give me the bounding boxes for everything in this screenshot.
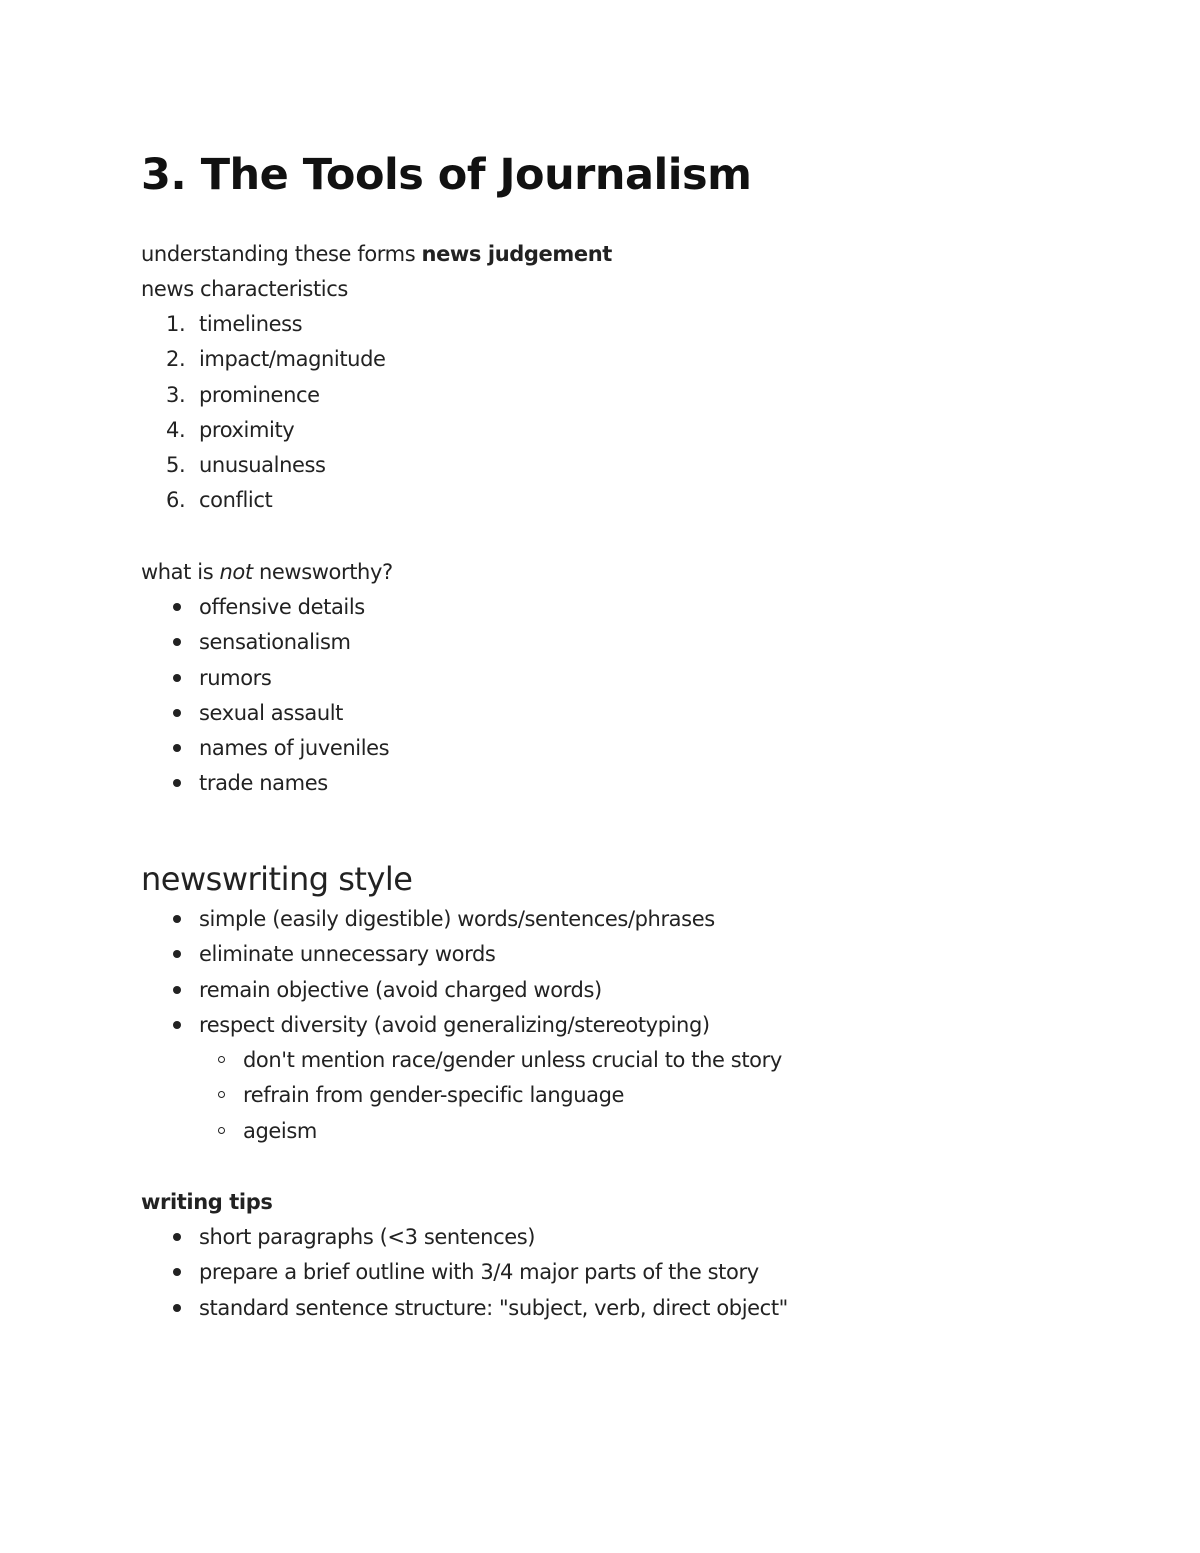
section-heading-style: newswriting style	[141, 860, 413, 898]
list-item-text: prepare a brief outline with 3/4 major parts of the story	[199, 1260, 759, 1285]
bullet-icon	[173, 638, 181, 646]
hollow-bullet-icon	[218, 1091, 225, 1098]
list-item-text: prominence	[199, 382, 320, 407]
bullet-icon	[173, 1233, 181, 1241]
bullet-icon	[173, 674, 181, 682]
hollow-bullet-icon	[218, 1056, 225, 1063]
list-number: 6.	[166, 488, 186, 513]
bullet-icon	[173, 603, 181, 611]
list-item-text: names of juveniles	[199, 736, 390, 761]
list-item-text: unusualness	[199, 453, 326, 478]
intro-line	[141, 240, 612, 268]
list-item-text: sexual assault	[199, 700, 344, 725]
list-item-text: timeliness	[199, 312, 303, 336]
list-item-text: offensive details	[199, 595, 365, 619]
list-item-text: sensationalism	[199, 630, 351, 655]
bullet-icon	[173, 709, 181, 717]
sub-list-item-text: refrain from gender-specific language	[243, 1083, 625, 1108]
list-number: 5.	[166, 453, 186, 478]
bullet-icon	[173, 950, 181, 958]
bullet-icon	[173, 1268, 181, 1276]
list-item-text: rumors	[199, 665, 272, 690]
list-number: 3.	[166, 382, 186, 407]
label-text: newsworthy?	[252, 560, 393, 584]
list-item-text: simple (easily digestible) words/sentences/phrases	[199, 907, 715, 931]
list-item-text: eliminate unnecessary words	[199, 942, 496, 967]
bullet-icon	[173, 915, 181, 923]
list-item-text: respect diversity (avoid generalizing/stereotyping)	[199, 1012, 710, 1037]
list-item-text: proximity	[199, 417, 295, 442]
list-item-text: standard sentence structure: "subject, verb, direct object"	[199, 1295, 788, 1320]
bullet-icon	[173, 1304, 181, 1312]
list-number: 1.	[166, 312, 186, 336]
section-heading-tips: writing tips	[141, 1190, 273, 1214]
not-newsworthy-label	[141, 558, 393, 586]
list-item-text: impact/magnitude	[199, 347, 386, 372]
bullet-icon	[173, 779, 181, 787]
sub-list-item-text: ageism	[243, 1118, 317, 1143]
bullet-icon	[173, 986, 181, 994]
bullet-icon	[173, 744, 181, 752]
list-item-text: conflict	[199, 488, 273, 513]
bullet-icon	[173, 1021, 181, 1029]
list-number: 4.	[166, 417, 186, 442]
list-item-text: short paragraphs (<3 sentences)	[199, 1225, 536, 1249]
hollow-bullet-icon	[218, 1127, 225, 1134]
list-item-text: trade names	[199, 771, 328, 796]
sub-list-item-text: don't mention race/gender unless crucial to the story	[243, 1048, 782, 1073]
intro-text: understanding these forms	[141, 242, 422, 266]
list-item-text: remain objective (avoid charged words)	[199, 977, 602, 1002]
intro-bold-term: news judgement	[421, 242, 612, 266]
label-text: what is	[141, 560, 220, 584]
list-number: 2.	[166, 347, 186, 372]
page-title: 3. The Tools of Journalism	[141, 150, 752, 200]
characteristics-label: news characteristics	[141, 277, 348, 301]
label-italic: not	[219, 560, 253, 584]
